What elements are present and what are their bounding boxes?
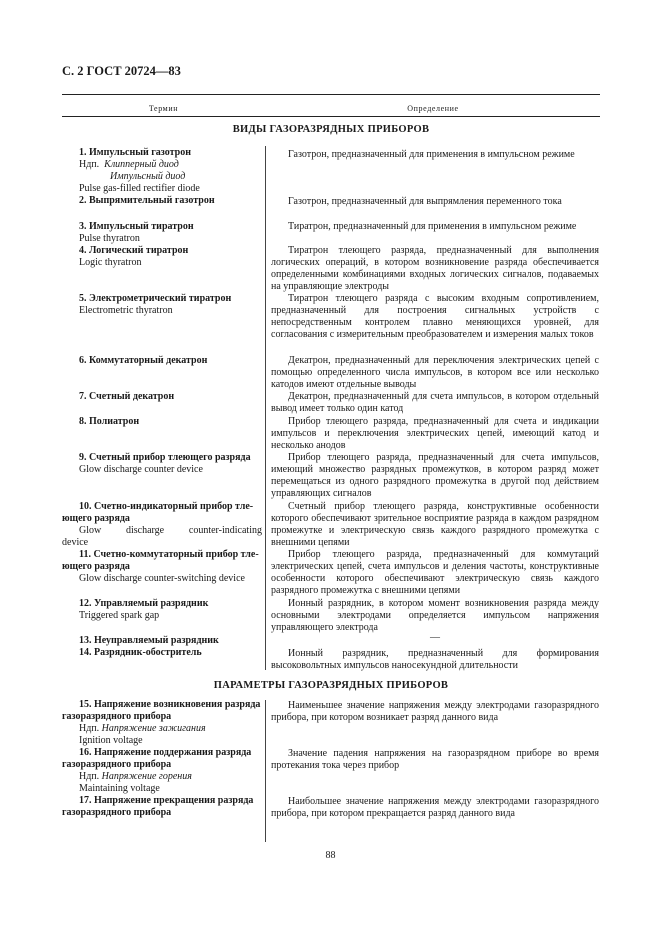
term-title: 16. Напряжение поддержания разряда: [79, 747, 252, 758]
term-entry-15: [62, 699, 262, 747]
term-english: Pulse gas-filled rectifier diode: [79, 182, 200, 194]
term-title: 10. Счетно-индикаторный прибор тле-: [79, 501, 254, 512]
term-title: 1. Импульсный газотрон: [79, 147, 191, 158]
term-title-cont: ющего разряда: [62, 560, 130, 572]
term-ndp: Импульсный диод: [110, 170, 186, 182]
term-entry-7: 7. Счетный декатрон: [79, 391, 175, 402]
definition-2: Газотрон, предназначенный для выпрямления переменного тока: [288, 196, 562, 207]
term-english-cont: device: [62, 536, 89, 548]
definition-7: Декатрон, предназначенный для счета импульсов, в котором отдельный вывод имеет только один катод: [271, 391, 599, 414]
term-ndp: Ндп. Клипперный диод: [79, 158, 179, 170]
definition-9: Прибор тлеющего разряда, предназначенный для счета импульсов, имеющий множество разрядных промежутков, в котором разряд может перемещаться из одного разрядного промежутка в другой под действием управляющих сигналов: [271, 452, 599, 499]
page-header: С. 2 ГОСТ 20724—83: [62, 64, 181, 78]
definition-1: Газотрон, предназначенный для применения в импульсном режиме: [288, 149, 575, 160]
column-divider: [265, 700, 266, 842]
term-title-cont: газоразрядного прибора: [62, 758, 172, 770]
term-english: Glow discharge counter-switching device: [79, 572, 245, 584]
term-entry-1: [79, 147, 259, 195]
term-title: 4. Логический тиратрон: [79, 245, 189, 256]
term-entry-2: 2. Выпрямительный газотрон: [79, 195, 215, 206]
definition-6: Декатрон, предназначенный для переключения электрических цепей с помощью определенного числа импульсов, в котором все или несколько катодов имеют отдельные выводы: [271, 355, 599, 390]
definition-10: Счетный прибор тлеющего разряда, конструктивные особенности которого обеспечивают зрительное восприятие разряда в каждом разрядном промежутке и электрическую связь каждого разрядного промежутка с внешними цепями: [271, 501, 599, 548]
section-title-types: ВИДЫ ГАЗОРАЗРЯДНЫХ ПРИБОРОВ: [232, 124, 430, 135]
definition-3: Тиратрон, предназначенный для применения в импульсном режиме: [288, 221, 577, 232]
term-entry-5: [79, 293, 259, 317]
definition-15: Наименьшее значение напряжения между электродами газоразрядного прибора, при котором возникает разряд данного вида: [271, 700, 599, 723]
definition-8: Прибор тлеющего разряда, предназначенный для счета и индикации импульсов и переключения электрических цепей, имеющий катод и несколько анодов: [271, 416, 599, 451]
term-entry-16: [62, 747, 262, 795]
term-title: 15. Напряжение возникновения разряда: [79, 699, 261, 710]
term-title: 5. Электрометрический тиратрон: [79, 293, 232, 304]
term-entry-14: 14. Разрядник-обостритель: [79, 647, 202, 658]
term-english: Glow discharge counter device: [79, 463, 203, 475]
term-entry-4: [79, 245, 259, 269]
term-title-cont: газоразрядного прибора: [62, 710, 172, 722]
definition-16: Значение падения напряжения на газоразрядном приборе во время протекания тока через прибор: [271, 748, 599, 771]
term-title: 9. Счетный прибор тлеющего разряда: [79, 452, 251, 463]
term-title-cont: газоразрядного прибора: [62, 806, 172, 818]
term-title: 11. Счетно-коммутаторный прибор тле-: [79, 549, 259, 560]
term-title-cont: ющего разряда: [62, 512, 130, 524]
term-english: Ignition voltage: [79, 734, 143, 746]
definition-4: Тиратрон тлеющего разряда, предназначенный для выполнения логических операций, в котором возникновение разряда обеспечивается определенными комбинациями входных логических сигналов, подаваемых на управляющие электроды: [271, 245, 599, 292]
term-ndp: Ндп. Напряжение горения: [79, 770, 192, 782]
term-entry-10: [62, 501, 262, 549]
term-entry-13: 13. Неуправляемый разрядник: [79, 635, 219, 646]
term-entry-3: [79, 221, 259, 245]
table-top-rule: [62, 94, 600, 95]
column-divider: [265, 146, 266, 670]
definition-12: Ионный разрядник, в котором момент возникновения разряда между основными электродами определяется импульсом напряжения управляющего электрода: [271, 598, 599, 633]
term-title: 17. Напряжение прекращения разряда: [79, 795, 254, 806]
term-ndp: Ндп. Напряжение зажигания: [79, 722, 206, 734]
definition-11: Прибор тлеющего разряда, предназначенный для коммутаций электрических цепей, счета импульсов и деления частоты, конструктивные особенности которого обеспечивают электрическую связь каждого разрядного промежутка с внешними цепями: [271, 549, 599, 596]
term-english: Glow discharge counter-indicating: [79, 524, 262, 536]
term-entry-11: [62, 549, 262, 585]
term-english: Electrometric thyratron: [79, 304, 173, 316]
term-entry-6: 6. Коммутаторный декатрон: [79, 355, 208, 366]
term-entry-9: [79, 452, 259, 476]
term-english: Triggered spark gap: [79, 609, 160, 621]
term-english: Logic thyratron: [79, 256, 142, 268]
header-bottom-rule: [62, 116, 600, 117]
column-header-term: Термин: [148, 104, 179, 113]
definition-17: Наибольшее значение напряжения между электродами газоразрядного прибора, при котором прекращается разряд данного вида: [271, 796, 599, 819]
definition-13: —: [430, 632, 440, 643]
term-entry-17: [62, 795, 262, 819]
term-entry-8: 8. Полиатрон: [79, 416, 140, 427]
definition-14: Ионный разрядник, предназначенный для формирования высоковольтных импульсов наносекундной длительности: [271, 648, 599, 671]
column-header-definition: Определение: [407, 104, 459, 113]
section-title-params: ПАРАМЕТРЫ ГАЗОРАЗРЯДНЫХ ПРИБОРОВ: [213, 680, 449, 691]
term-title: 3. Импульсный тиратрон: [79, 221, 194, 232]
definition-5: Тиратрон тлеющего разряда с высоким входным сопротивлением, предназначенный для построения сигнальных устройств с непосредственным контролем плавно меняющихся уровней, для согласования с измерительным преобразователем и измерения малых токов: [271, 293, 599, 340]
page-number: 88: [325, 850, 336, 861]
term-english: Maintaining voltage: [79, 782, 160, 794]
term-title: 12. Управляемый разрядник: [79, 598, 209, 609]
term-english: Pulse thyratron: [79, 232, 140, 244]
term-entry-12: [79, 598, 259, 622]
